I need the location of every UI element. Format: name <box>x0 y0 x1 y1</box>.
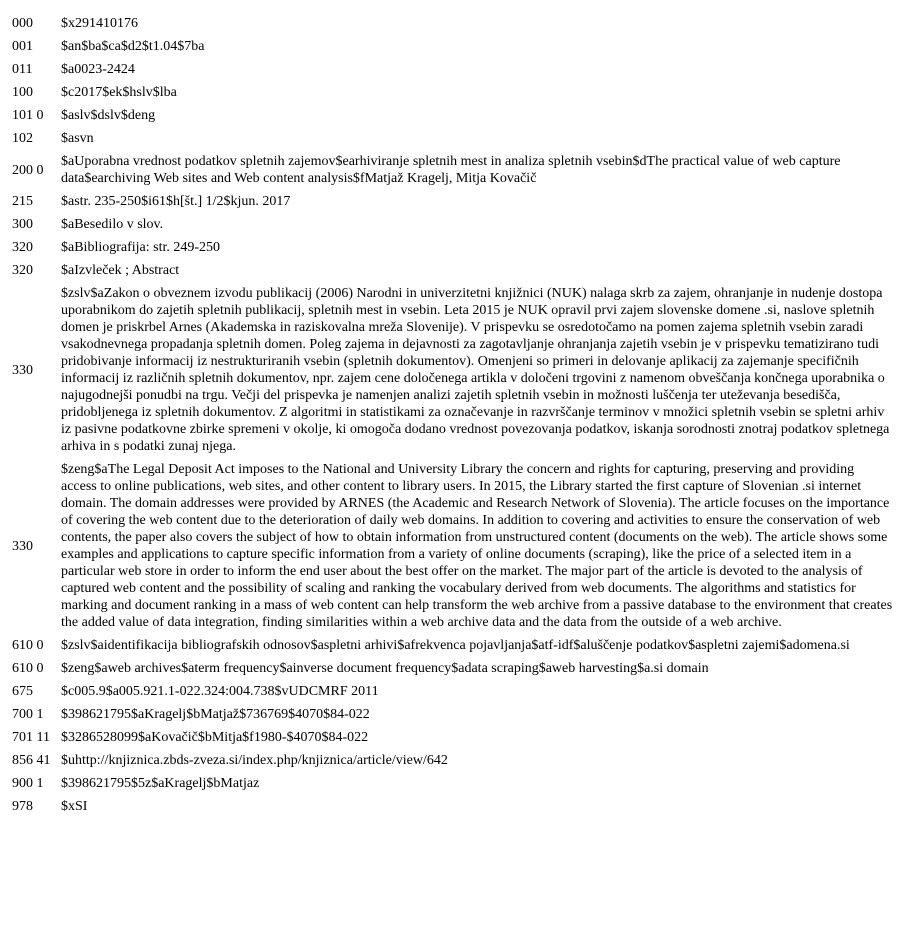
field-tag: 100 <box>12 85 33 100</box>
marc-field-row <box>10 634 895 657</box>
marc-record-table <box>10 12 895 824</box>
field-value: $c2017$ek$hslv$lba <box>61 85 177 100</box>
field-tag: 610 0 <box>12 661 44 676</box>
field-value: $aBibliografija: str. 249-250 <box>61 240 221 255</box>
field-value: $aUporabna vrednost podatkov spletnih zajemov$earhiviranje spletnih mest in analiza spletnih vsebin$dThe practical value of web capture data$earchiving Web sites and Web content analysis$fMatjaž Kragelj, Mitja Kovačič <box>61 154 841 186</box>
field-value: $zeng$aweb archives$aterm frequency$ainverse document frequency$adata scraping$aweb harvesting$a.si domain <box>61 661 709 676</box>
field-value: $c005.9$a005.921.1-022.324:004.738$vUDCMRF 2011 <box>61 684 379 699</box>
field-value: $398621795$5z$aKragelj$bMatjaz <box>61 776 260 791</box>
marc-field-row <box>10 795 895 818</box>
marc-field-row <box>10 104 895 127</box>
field-tag: 856 41 <box>12 753 51 768</box>
field-tag: 102 <box>12 131 33 146</box>
marc-field-row <box>10 703 895 726</box>
marc-field-row <box>10 818 895 824</box>
field-tag: 700 1 <box>12 707 44 722</box>
field-value: $xSI <box>61 799 88 814</box>
marc-field-row <box>10 772 895 795</box>
field-tag: 101 0 <box>12 108 44 123</box>
field-tag: 320 <box>12 263 33 278</box>
marc-field-row <box>10 657 895 680</box>
field-value: $3286528099$aKovačič$bMitja$f1980-$4070$84-022 <box>61 730 369 745</box>
field-tag: 978 <box>12 799 33 814</box>
field-tag: 675 <box>12 684 33 699</box>
marc-field-row <box>10 81 895 104</box>
marc-field-row <box>10 127 895 150</box>
marc-record-body <box>10 12 895 824</box>
marc-field-row <box>10 726 895 749</box>
marc-field-row <box>10 236 895 259</box>
marc-field-row <box>10 150 895 190</box>
field-value <box>59 818 895 824</box>
marc-field-row <box>10 458 895 634</box>
field-tag: 701 11 <box>12 730 50 745</box>
field-tag: 215 <box>12 194 33 209</box>
field-value: $zslv$aZakon o obveznem izvodu publikacij (2006) Narodni in univerzitetni knjižnici (NUK) nalaga skrb za zajem, ohranjanje in nudenje dostopa uporabnikom do zajetih spletnih publikacij, spletnih mest in vsebin. Leta 2015 je NUK opravil prvi zajem slovenske domene .si, naslove spletnih domen je priskrbel Arnes (Akademska in raziskovalna mreža Slovenije). V prispevku se osredotočamo na pomen zajema spletnih vsebin zaradi vsakodnevnega propadanja spletnih domen. Poleg zajema in dejavnosti za zagotavljanje ohranjanja zajetih vsebin je v prispevku tematizirano tudi pridobivanje informacij iz nestrukturiranih vsebin (spletnih dokumentov). Omenjeni so primeri in delovanje aplikacij za zajemanje specifičnih informacij iz različnih spletnih dokumentov, npr. zajem cene določenega artikla v določeni trgovini z namenom obveščanja končnega uporabnika o najugodnejši ponudbi na trgu. Večji del prispevka je namenjen analizi zajetih spletnih vsebin in možnosti luščenja ter uteževanja besedišča, pridobljenega iz spletnih dokumentov. Z algoritmi in statistikami za označevanje in razvrščanje terminov v množici spletnih vsebin se spletni arhiv iz pasivne podatkovne zbirke spremeni v okolje, ki omogoča dodano vrednost povezovanja podatkov, iskanja sorodnosti znotraj podatkov spletnega arhiva in s podatki zunaj njega. <box>61 286 890 454</box>
field-value: $asvn <box>61 131 94 146</box>
field-value: $zslv$aidentifikacija bibliografskih odnosov$aspletni arhivi$afrekvenca pojavljanja$atf-idf$aluščenje podatkov$aspletni zajemi$adomena.si <box>61 638 850 653</box>
marc-field-row <box>10 213 895 236</box>
marc-field-row <box>10 282 895 458</box>
field-tag: 000 <box>12 16 33 31</box>
field-tag: 200 0 <box>12 162 44 178</box>
marc-field-row <box>10 35 895 58</box>
field-tag: 320 <box>12 240 33 255</box>
field-value: $aslv$dslv$deng <box>61 108 156 123</box>
field-value: $x291410176 <box>61 16 138 31</box>
marc-field-row <box>10 58 895 81</box>
marc-field-row <box>10 12 895 35</box>
marc-field-row <box>10 190 895 213</box>
field-tag: 900 1 <box>12 776 44 791</box>
field-value: $an$ba$ca$d2$t1.04$7ba <box>61 39 205 54</box>
marc-field-row <box>10 749 895 772</box>
field-tag <box>10 818 59 824</box>
field-tag: 300 <box>12 217 33 232</box>
field-tag: 001 <box>12 39 33 54</box>
field-value: $astr. 235-250$i61$h[št.] 1/2$kjun. 2017 <box>61 194 291 209</box>
field-tag: 011 <box>12 62 33 77</box>
field-value: $zeng$aThe Legal Deposit Act imposes to the National and University Library the concern and rights for capturing, preserving and providing access to online publications, web sites, and other content to library users. In 2015, the Library started the first capture of Slovenian .si internet domain. The domain addresses were provided by ARNES (the Academic and Research Network of Slovenia). The article focuses on the importance of covering the web content due to the deterioration of daily web domains. In addition to covering and activities to ensure the conservation of web contents, the paper also covers the subject of how to obtain information from unstructured content (documents on the web). The article shows some examples and applications to capture specific information from a variety of online documents (scraping), like the price of a selected item in a particular web store in order to inform the end user about the best offer on the market. The major part of the article is devoted to the analysis of captured web content and the possibility of scaling and ranking the vocabulary derived from web documents. The algorithms and statistics for marking and document ranking in a mass of web content can help transform the web archive from a passive database to the environment that creates the added value of data integration, finding similarities within a web archive data and the data from the outside of a web archive. <box>61 462 893 630</box>
field-value: $aIzvleček ; Abstract <box>61 263 180 278</box>
field-tag: 610 0 <box>12 638 44 653</box>
field-tag: 330 <box>12 538 33 554</box>
field-value: $a0023-2424 <box>61 62 135 77</box>
marc-field-row <box>10 680 895 703</box>
field-value: $aBesedilo v slov. <box>61 217 164 232</box>
field-tag: 330 <box>12 362 33 378</box>
marc-field-row <box>10 259 895 282</box>
field-value: $uhttp://knjiznica.zbds-zveza.si/index.php/knjiznica/article/view/642 <box>61 753 448 768</box>
field-value: $398621795$aKragelj$bMatjaž$736769$4070$84-022 <box>61 707 370 722</box>
